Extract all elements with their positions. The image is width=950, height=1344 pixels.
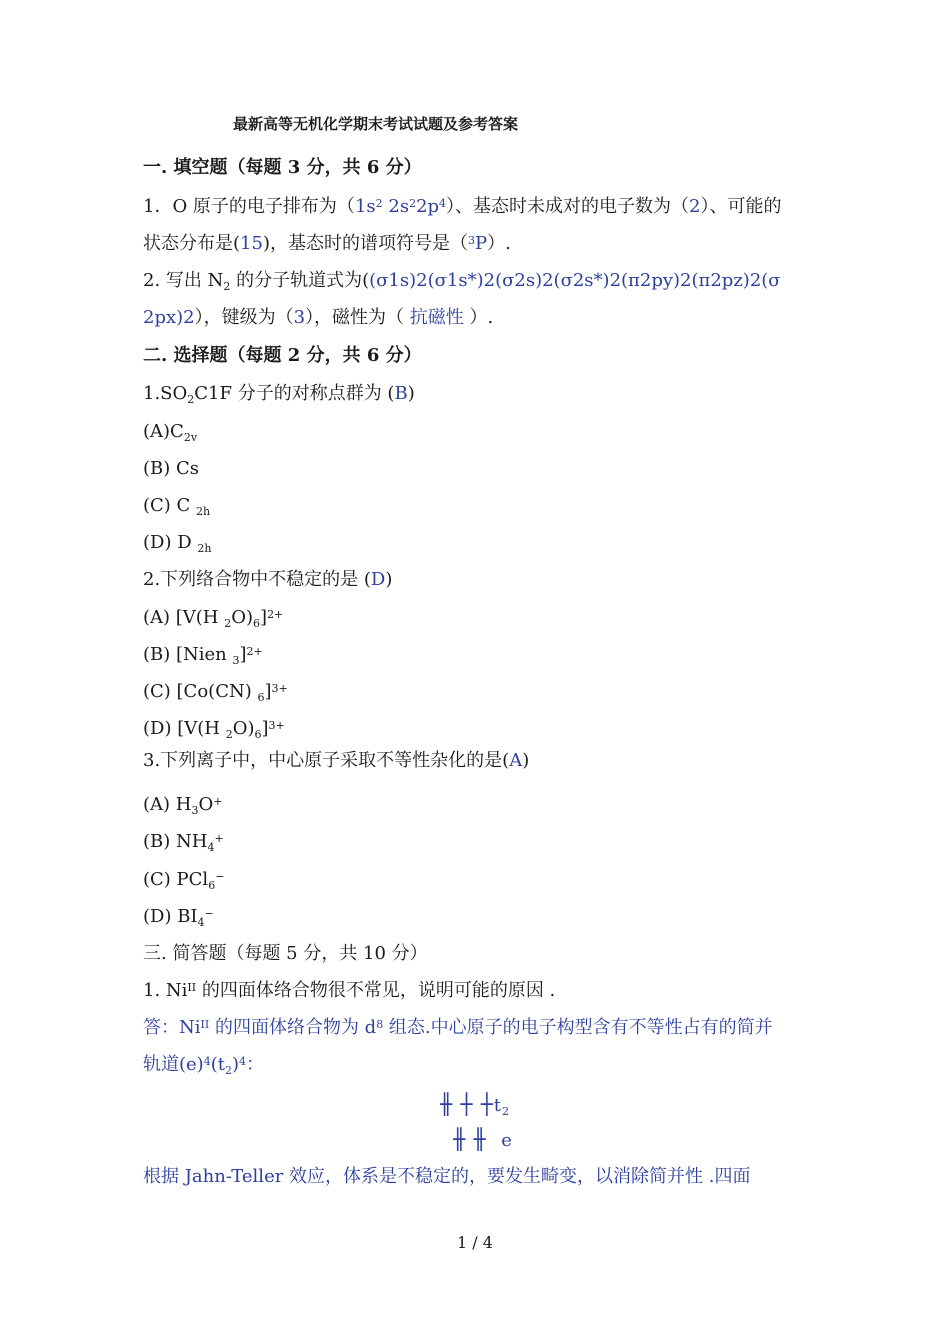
s3-q1-stem: 1. $Ni^{II}$ 的四面体络合物很不常见，说明可能的原因 .: [143, 980, 556, 1001]
s3-q1-answer-line1: 答：$Ni^{II}$ 的四面体络合物为 $d^8$ 组态.中心原子的电子构型含有不等性占有的简并: [143, 1017, 773, 1038]
s2-q3-stem: 3.下列离子中，中心原子采取不等性杂化的是(A): [143, 750, 530, 771]
s2-q2-option-a: (A) [V(H $_2O)_6]^{2+}$: [143, 607, 284, 630]
s3-q1-answer-line3: 根据 Jahn-Teller 效应，体系是不稳定的，要发生畸变，以消除简并性 .四面: [143, 1166, 751, 1187]
s2-q1-stem: $1.SO_2C1F$ 分子的对称点群为 (B): [143, 383, 415, 406]
s2-q2-option-d: (D) [V(H $_2O)_6]^{3+}$: [143, 718, 285, 741]
s2-q1-option-d: (D) D $_{2h}$: [143, 532, 212, 555]
s1-q2-line1: 2. 写出 $N_2$ 的分子轨道式为((σ1s)2(σ1s*)2(σ2s)2(σ2s*)2(π2py)2(π2pz)2(σ: [143, 270, 781, 293]
e-orbital-boxes: ╫ ╫: [453, 1127, 487, 1151]
t2-orbital-boxes: ╫ ┼ ┼: [439, 1092, 494, 1116]
document-title: 最新高等无机化学期末考试试题及参考答案: [233, 115, 519, 133]
s2-q2-option-b: (B) [Nien $_3$]$^{2+}$: [143, 644, 263, 667]
s3-q1-answer-line2: 轨道$(e)^4(t_2)^4$：: [143, 1054, 264, 1077]
s2-q1-option-a: $(A)C_{2v}$: [143, 421, 198, 444]
s2-q3-option-a: (A) $H_3O^+$: [143, 794, 223, 817]
page-number: 1 / 4: [457, 1233, 493, 1252]
s2-q3-option-d: (D) $BI_4^-$: [143, 906, 214, 929]
section2-heading: 二. 选择题（每题 2 分，共 6 分）: [143, 345, 422, 366]
s1-q2-line2: 2px)2），键级为（3），磁性为（ 抗磁性 ）.: [143, 307, 494, 328]
section1-heading: 一. 填空题（每题 3 分，共 6 分）: [143, 157, 422, 178]
orbital-diagram-e: ╫ ╫ e: [453, 1127, 513, 1151]
s2-q3-option-c: (C) PCl$_6$−: [143, 869, 225, 892]
s1-q1-line2: 状态分布是(15)，基态时的谱项符号是（$^3$P）.: [143, 233, 511, 254]
s2-q2-stem: 2.下列络合物中不稳定的是 (D): [143, 569, 393, 590]
s2-q3-option-b: (B) $NH_4^+$: [143, 831, 224, 854]
s2-q2-option-c: (C) [Co(CN) $_6$]$^{3+}$: [143, 681, 288, 704]
s2-q1-option-c: (C) C $_{2h}$: [143, 495, 211, 518]
orbital-diagram-t2: ╫ ┼ $┼t_2$: [439, 1092, 511, 1118]
s2-q1-option-b: (B) Cs: [143, 458, 200, 479]
section3-heading: 三. 简答题（每题 5 分，共 10 分）: [143, 943, 428, 964]
s1-q1-line1: 1．O 原子的电子排布为（$1s^2$ $2s^22p^4$）、基态时未成对的电子数为（2）、可能的: [143, 196, 782, 217]
